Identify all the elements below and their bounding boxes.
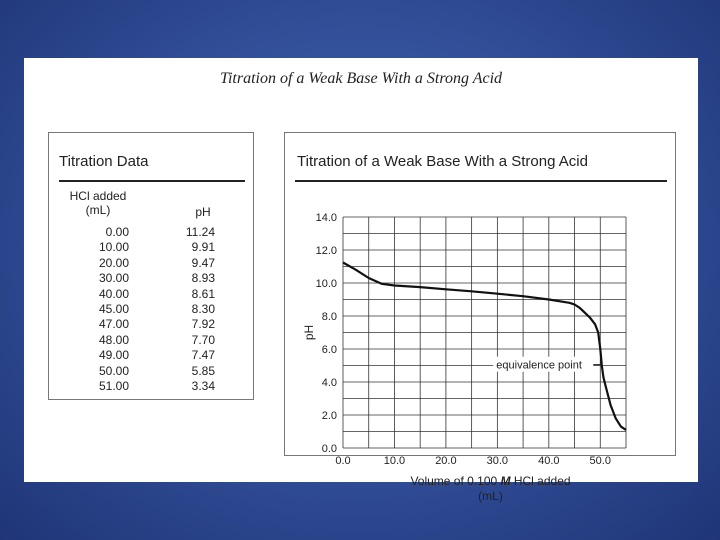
y-tick-label: 2.0 bbox=[321, 410, 337, 422]
y-tick-label: 0.0 bbox=[321, 443, 337, 455]
column-header-hcl-added-line: HCl added bbox=[69, 189, 127, 203]
chart-title: Titration of a Weak Base With a Strong Acid bbox=[297, 153, 588, 170]
table-cell-volume: 20.00 bbox=[98, 255, 129, 270]
x-tick-label: 20.0 bbox=[435, 455, 457, 467]
table-cell-ph: 8.30 bbox=[191, 302, 215, 316]
y-axis-label: pH bbox=[302, 324, 316, 341]
x-axis-label: Volume of 0.100 M HCl added bbox=[410, 474, 571, 488]
chart-panel bbox=[284, 132, 676, 503]
titration-curve-chart bbox=[285, 133, 677, 503]
column-header-hcl-added bbox=[63, 189, 133, 217]
column-header-ph: pH bbox=[195, 205, 211, 219]
table-cell-ph: 7.47 bbox=[191, 348, 215, 363]
table-cell-ph: 3.34 bbox=[191, 379, 215, 393]
page-title: Titration of a Weak Base With a Strong Acid bbox=[219, 70, 503, 87]
titration-data-table bbox=[48, 132, 254, 400]
table-cell-volume: 0.00 bbox=[105, 225, 129, 239]
y-tick-label: 10.0 bbox=[315, 278, 337, 290]
table-cell-ph: 9.47 bbox=[191, 255, 215, 270]
column-header-hcl-added-line: (mL) bbox=[85, 203, 111, 217]
titration-curve bbox=[343, 263, 626, 430]
y-tick-label: 4.0 bbox=[321, 377, 337, 389]
x-tick-label: 50.0 bbox=[589, 455, 611, 467]
x-tick-label: 30.0 bbox=[486, 455, 509, 467]
table-cell-ph: 8.61 bbox=[191, 286, 215, 301]
table-cell-volume: 48.00 bbox=[98, 332, 129, 347]
x-tick-label: 10.0 bbox=[383, 455, 406, 467]
y-tick-label: 12.0 bbox=[315, 245, 337, 257]
table-cell-volume: 51.00 bbox=[98, 379, 129, 393]
table-cell-ph: 7.92 bbox=[191, 317, 215, 332]
slide-content bbox=[24, 58, 698, 503]
table-cell-ph: 7.70 bbox=[191, 332, 215, 347]
y-tick-label: 14.0 bbox=[315, 212, 337, 224]
table-title-divider bbox=[59, 180, 245, 182]
table-cell-volume: 49.00 bbox=[98, 348, 129, 363]
x-tick-label: 40.0 bbox=[538, 455, 560, 467]
table-cell-ph: 5.85 bbox=[191, 363, 215, 378]
table-cell-volume: 50.00 bbox=[98, 363, 129, 378]
x-axis-label-unit: (mL) bbox=[478, 489, 503, 503]
table-cell-ph: 8.93 bbox=[191, 271, 215, 286]
table-cell-volume: 45.00 bbox=[98, 302, 129, 316]
table-cell-ph: 11.24 bbox=[185, 225, 215, 239]
y-tick-label: 8.0 bbox=[321, 311, 337, 323]
y-tick-label: 6.0 bbox=[321, 344, 337, 356]
table-cell-volume: 47.00 bbox=[98, 317, 129, 332]
table-cell-volume: 10.00 bbox=[98, 240, 129, 255]
table-cell-ph: 9.91 bbox=[191, 240, 215, 255]
table-title: Titration Data bbox=[59, 153, 149, 170]
annotation-label: equivalence point bbox=[496, 359, 582, 372]
table-cell-volume: 40.00 bbox=[98, 286, 129, 301]
table-cell-volume: 30.00 bbox=[98, 271, 129, 286]
x-tick-label: 0.0 bbox=[335, 455, 351, 467]
